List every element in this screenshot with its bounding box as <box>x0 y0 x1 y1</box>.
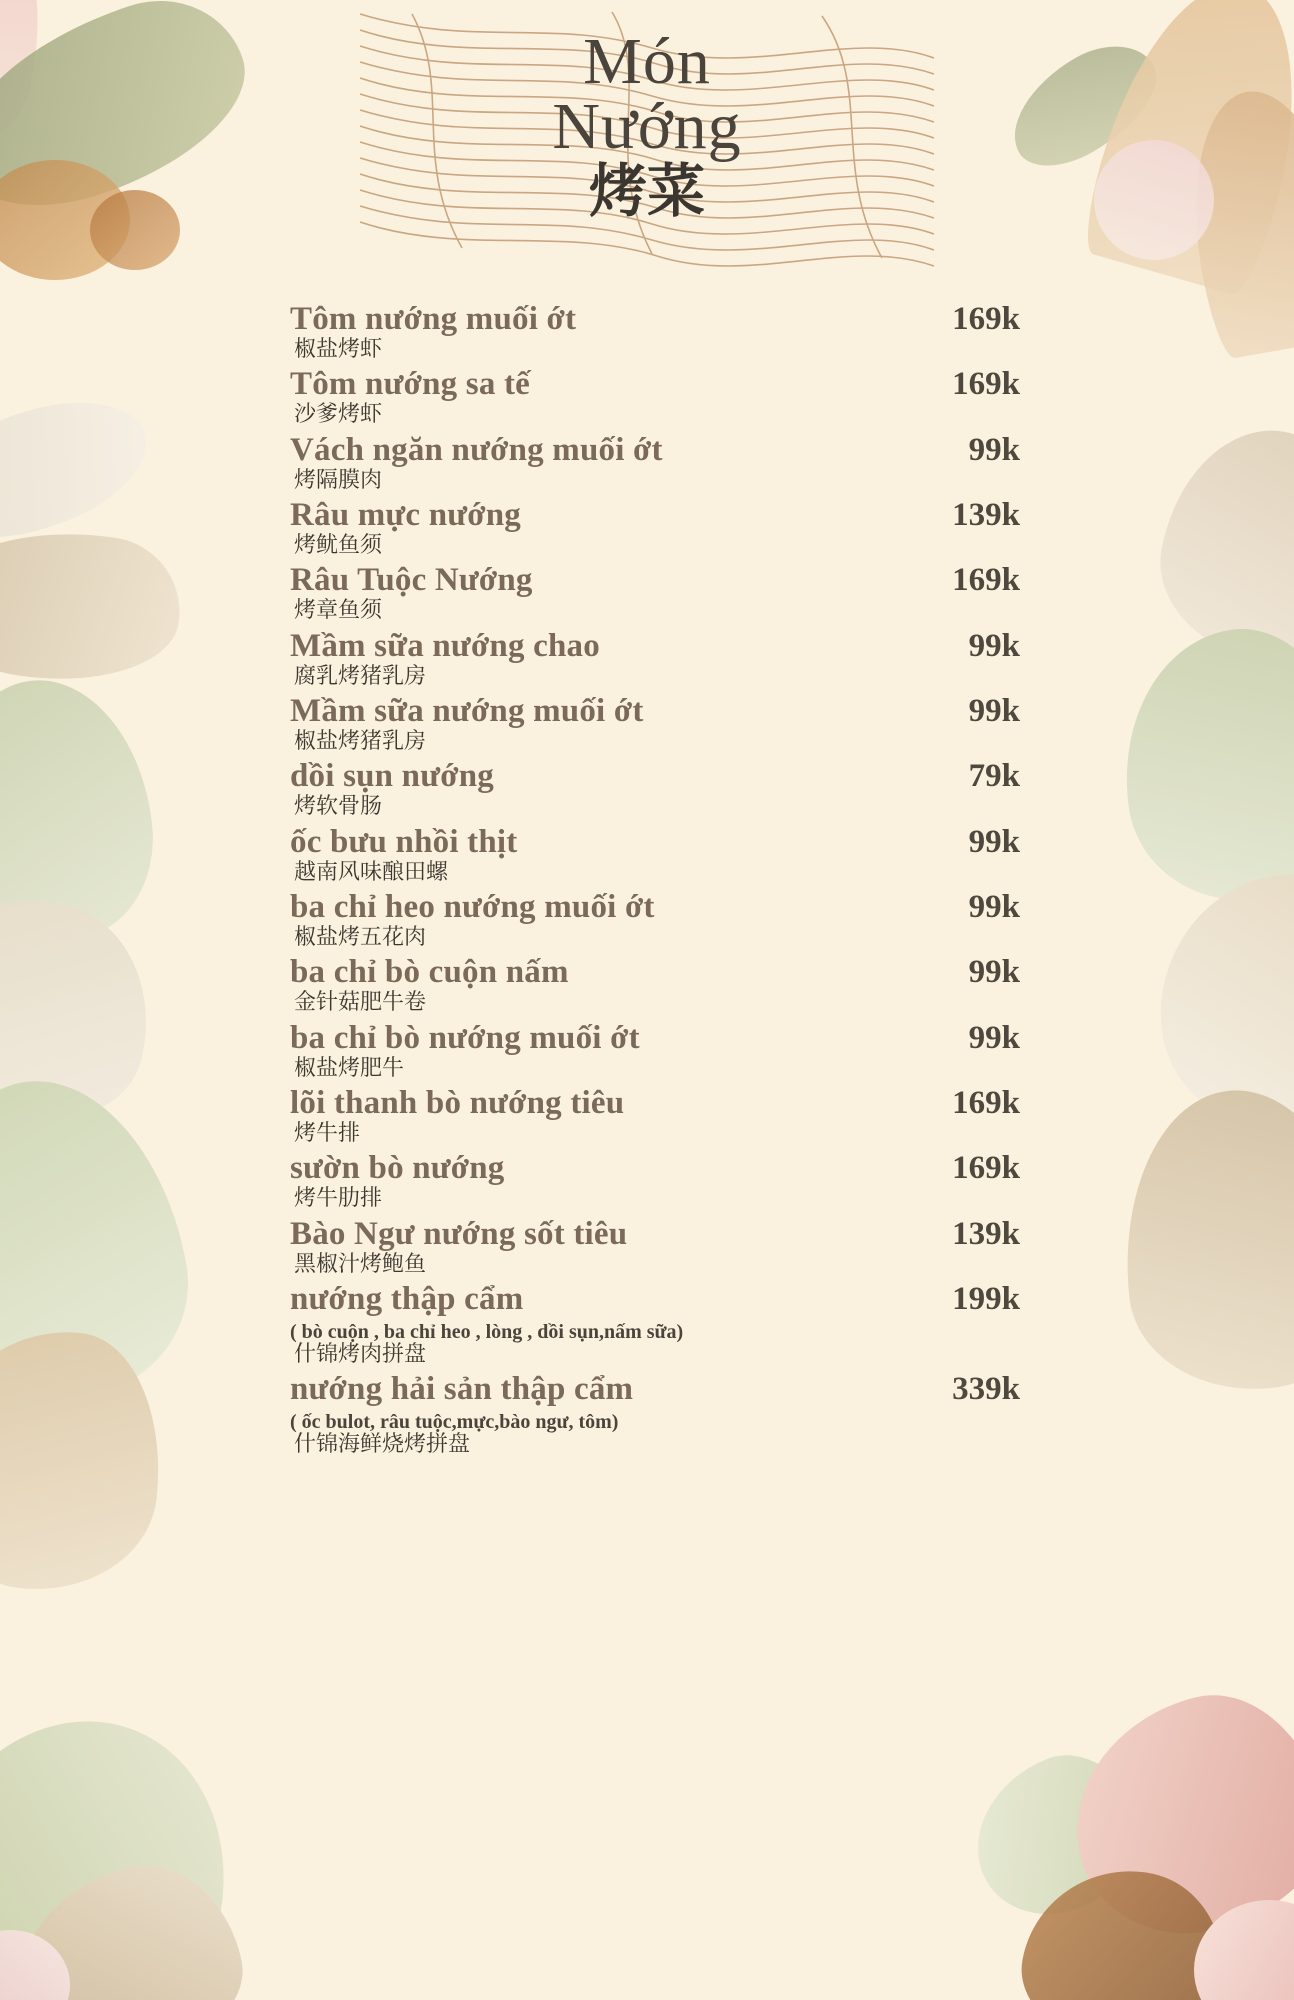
dish-name-cn: 越南风味酿田螺 <box>294 859 449 885</box>
top-left-foliage-decoration <box>0 0 300 380</box>
dish-name-cn: 沙爹烤虾 <box>294 402 383 428</box>
dish-name-vn: Tôm nướng muối ớt <box>290 301 577 337</box>
menu-item[interactable] <box>290 627 1020 690</box>
bottom-right-foliage-decoration <box>924 1620 1294 2000</box>
menu-item[interactable] <box>290 1370 1020 1458</box>
dish-name-cn: 黑椒汁烤鲍鱼 <box>294 1251 427 1277</box>
dish-name-vn: lõi thanh bò nướng tiêu <box>290 1084 625 1121</box>
dish-name-cn: 椒盐烤猪乳房 <box>294 728 427 754</box>
dish-name-cn: 烤章鱼须 <box>294 598 383 624</box>
menu-header <box>352 8 942 298</box>
dish-name-vn: ba chỉ bò cuộn nấm <box>290 954 569 991</box>
menu-title-line2: Nướng <box>552 89 742 163</box>
dish-name-vn: nướng thập cẩm <box>290 1280 524 1317</box>
menu-item[interactable] <box>290 431 1020 494</box>
dish-price: 139k <box>952 1215 1020 1252</box>
dish-name-vn: ba chỉ bò nướng muối ớt <box>290 1019 640 1056</box>
menu-title-line1: Món <box>583 25 711 98</box>
menu-item[interactable] <box>290 757 1020 820</box>
menu-item[interactable] <box>290 1280 1020 1368</box>
dish-price: 169k <box>952 1150 1020 1187</box>
dish-price: 99k <box>968 627 1020 664</box>
dish-name-cn: 烤鱿鱼须 <box>294 532 383 558</box>
menu-item[interactable] <box>290 1084 1020 1147</box>
dish-name-cn: 椒盐烤五花肉 <box>294 924 427 950</box>
dish-name-vn: sườn bò nướng <box>290 1150 505 1187</box>
dish-name-vn: dồi sụn nướng <box>290 758 494 795</box>
dish-name-vn: ba chỉ heo nướng muối ớt <box>290 888 655 925</box>
bottom-left-foliage-decoration <box>0 1600 350 2000</box>
dish-name-vn: Mầm sữa nướng chao <box>290 627 600 664</box>
dish-name-vn: nướng hải sản thập cẩm <box>290 1371 634 1408</box>
dish-price: 99k <box>968 692 1020 729</box>
dish-price: 139k <box>952 496 1020 533</box>
menu-item[interactable] <box>290 888 1020 951</box>
dish-price: 339k <box>952 1371 1020 1408</box>
menu-item[interactable] <box>290 496 1020 559</box>
dish-name-vn: Bào Ngư nướng sốt tiêu <box>290 1215 628 1252</box>
dish-name-vn: Mầm sữa nướng muối ớt <box>290 692 644 729</box>
menu-item[interactable] <box>290 365 1020 428</box>
dish-price: 169k <box>952 1084 1020 1121</box>
dish-name-cn: 什锦烤肉拼盘 <box>294 1341 427 1367</box>
menu-item[interactable] <box>290 300 1020 363</box>
menu-title-chinese: 烤菜 <box>588 157 705 226</box>
dish-name-cn: 烤隔膜肉 <box>294 467 383 493</box>
dish-name-cn: 金针菇肥牛卷 <box>294 990 427 1016</box>
menu-item[interactable] <box>290 561 1020 624</box>
menu-item[interactable] <box>290 1215 1020 1278</box>
dish-price: 99k <box>968 823 1020 860</box>
dish-price: 99k <box>968 431 1020 468</box>
menu-item[interactable] <box>290 953 1020 1016</box>
dish-name-cn: 烤牛排 <box>294 1120 361 1146</box>
dish-name-cn: 腐乳烤猪乳房 <box>294 663 427 689</box>
dish-name-vn: Tôm nướng sa tế <box>290 366 531 403</box>
menu-item[interactable] <box>290 1019 1020 1082</box>
menu-items-list <box>290 300 1020 1461</box>
dish-price: 169k <box>952 366 1020 403</box>
dish-name-cn: 椒盐烤虾 <box>294 336 383 362</box>
dish-name-cn: 烤软骨肠 <box>294 794 383 820</box>
dish-name-cn: 椒盐烤肥牛 <box>294 1055 405 1081</box>
dish-name-vn: Râu Tuộc Nướng <box>290 562 533 599</box>
left-foliage-decoration <box>0 380 220 1580</box>
dish-price: 169k <box>952 562 1020 599</box>
dish-name-vn: ốc bưu nhồi thịt <box>290 823 518 860</box>
dish-price: 99k <box>968 1019 1020 1056</box>
dish-name-vn: Vách ngăn nướng muối ớt <box>290 431 663 468</box>
dish-price: 199k <box>952 1280 1020 1317</box>
dish-name-cn: 烤牛肋排 <box>294 1186 383 1212</box>
dish-price: 79k <box>968 758 1020 795</box>
dish-price: 169k <box>952 301 1020 337</box>
right-foliage-decoration <box>1074 430 1294 1580</box>
dish-name-vn: Râu mực nướng <box>290 496 522 533</box>
dish-name-cn: 什锦海鲜烧烤拼盘 <box>294 1432 471 1458</box>
menu-item[interactable] <box>290 823 1020 886</box>
menu-item[interactable] <box>290 1149 1020 1212</box>
menu-item[interactable] <box>290 692 1020 755</box>
dish-price: 99k <box>968 888 1020 925</box>
dish-ingredients-note: ( ốc bulot, râu tuộc,mực,bào ngư, tôm) <box>290 1411 619 1434</box>
dish-price: 99k <box>968 954 1020 991</box>
dish-ingredients-note: ( bò cuộn , ba chỉ heo , lòng , dồi sụn,nấm sữa) <box>290 1320 684 1343</box>
